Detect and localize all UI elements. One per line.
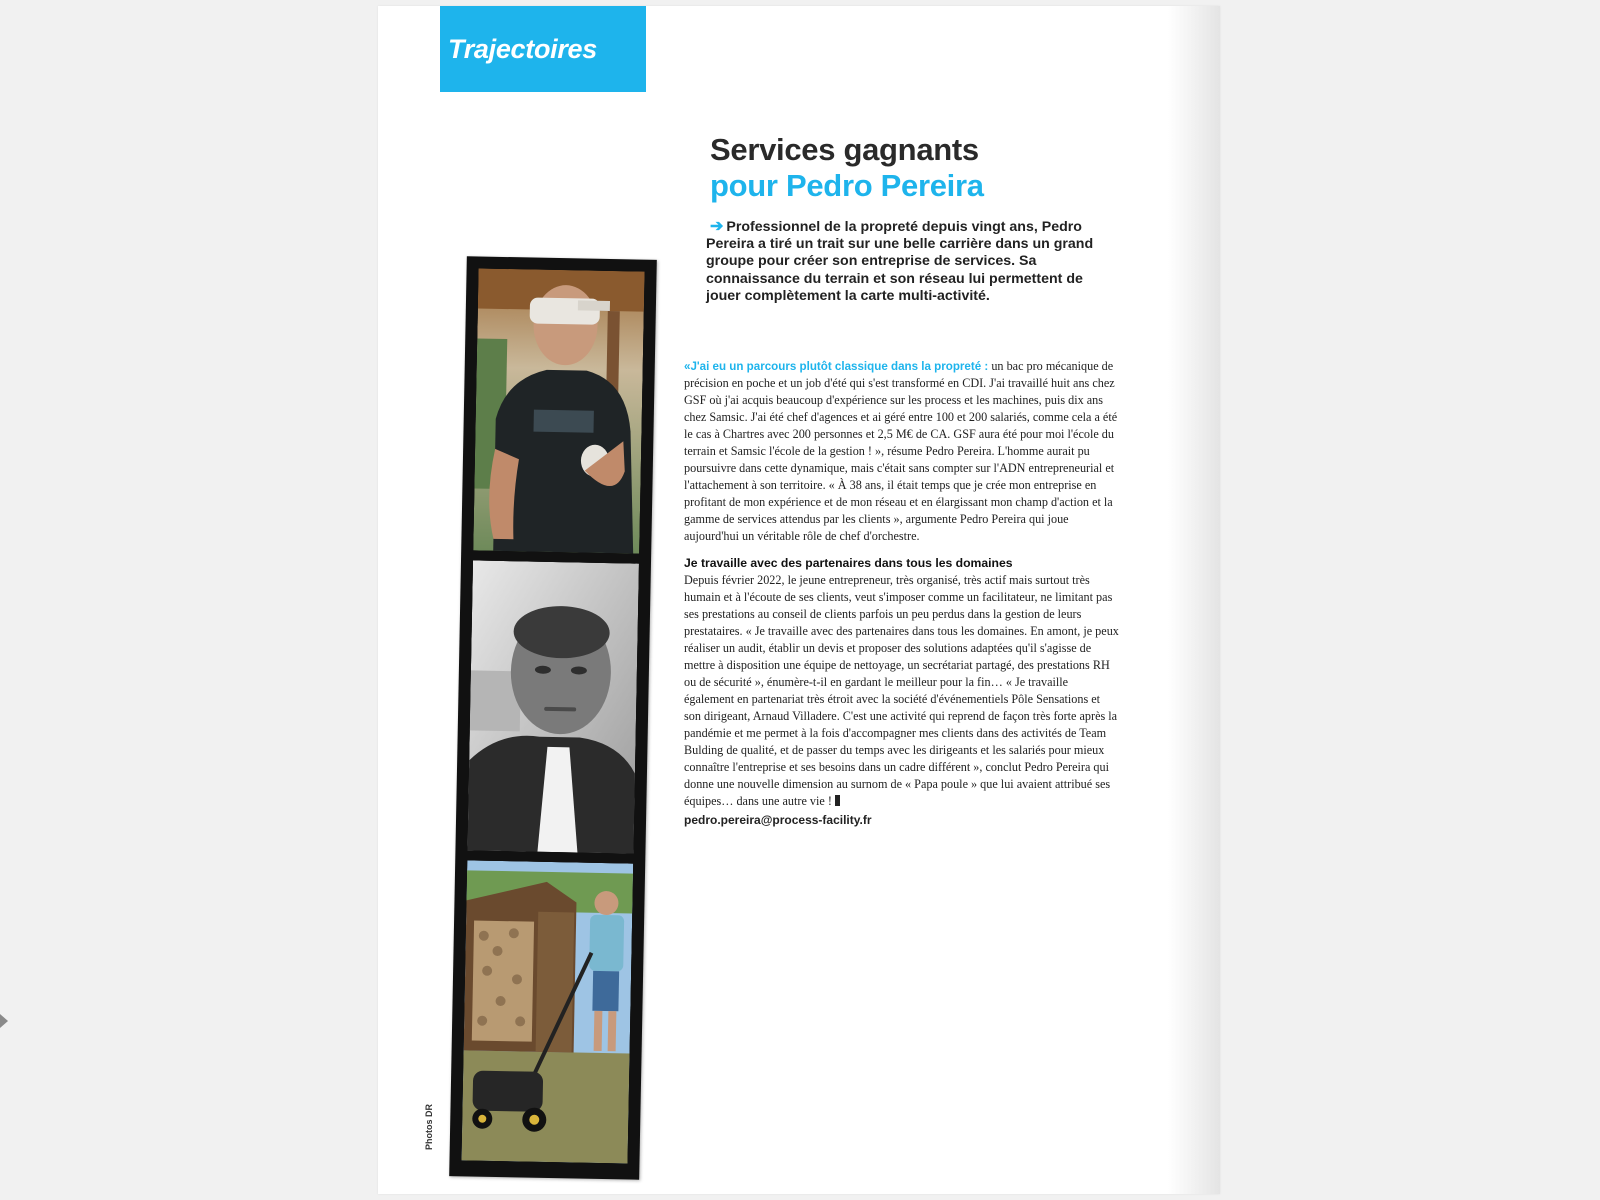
headline-line-1: Services gagnants <box>710 132 979 167</box>
rubric-label: Trajectoires <box>448 33 597 64</box>
page-fold-shadow <box>1168 6 1220 1194</box>
photo-portrait <box>467 560 639 853</box>
photo-filmstrip <box>449 256 657 1179</box>
headline-line-2: pour Pedro Pereira <box>710 168 984 203</box>
arrow-right-icon: ➔ <box>710 218 724 235</box>
article-headline <box>710 132 1150 204</box>
article-intro <box>706 218 1116 305</box>
previous-page-arrow-icon[interactable] <box>0 1014 8 1028</box>
magazine-page <box>378 6 1220 1194</box>
contact-email[interactable]: pedro.pereira@process-facility.fr <box>684 813 872 827</box>
end-mark-icon <box>835 795 840 806</box>
lead-quote: «J'ai eu un parcours plutôt classique dans la propreté : <box>684 360 989 373</box>
paragraph-1-text: un bac pro mécanique de précision en poche et un job d'été qui s'est transformé en CDI. J'ai travaillé huit ans chez GSF où j'ai acquis beaucoup d'expérience sur les process et les machines, puis dix ans chez Samsic. J'ai été chef d'agences et ai géré entre 100 et 200 salariés, comme cela a été le cas à Chartres avec 200 personnes et 2,5 M€ de CA. GSF aura été pour moi l'école du terrain et Samsic l'école de la gestion ! », résume Pedro Pereira. L'homme aurait pu poursuivre dans cette dynamique, mais c'était sans compter sur l'ADN entrepreneurial et l'attachement à son territoire. « À 38 ans, il était temps que je crée mon entreprise en profitant de mon expérience et de mon réseau et en élargissant mon champ d'action et la gamme de services attendus par les clients », argumente Pedro Pereira qui joue aujourd'hui un véritable rôle de chef d'orchestre. <box>684 359 1118 543</box>
photo-lawnmower <box>461 860 633 1163</box>
body-subheading: Je travaille avec des partenaires dans tous les domaines <box>684 556 1013 570</box>
photo-vr-headset <box>473 268 644 553</box>
body-paragraph-2 <box>684 572 1120 810</box>
article-body <box>684 358 1120 829</box>
body-paragraph-1 <box>684 358 1120 545</box>
intro-text: Professionnel de la propreté depuis vingt ans, Pedro Pereira a tiré un trait sur une belle carrière dans un grand groupe pour créer son entreprise de services. Sa connaissance du terrain et son réseau lui permettent de jouer complètement la carte multi-activité. <box>706 219 1094 304</box>
paragraph-2-text: Depuis février 2022, le jeune entrepreneur, très organisé, très actif mais surtout très humain et à l'écoute de ses clients, veut s'imposer comme un facilitateur, ne limitant pas ses prestations au conseil de clients parfois un peu perdus dans la gestion de leurs prestataires. « Je travaille avec des partenaires dans tous les domaines. En amont, je peux réaliser un audit, établir un devis et proposer des solutions adaptées qu'il s'agisse de mettre à disposition une équipe de nettoyage, un secrétariat partagé, des prestations RH ou de sécurité », énumère-t-il en gardant le meilleur pour la fin… « Je travaille également en partenariat très étroit avec la société d'événementiels Pôle Sensations et son dirigeant, Arnaud Villadere. C'est une activité qui reprend de façon très forte après la pandémie et me permet à la fois d'accompagner mes clients dans des activités de Team Bulding de qualité, et de passer du temps avec les dirigeants et les salariés pour mieux connaître l'entreprise et ses besoins dans un cadre différent », conclut Pedro Pereira qui donne une nouvelle dimension au surnom de « Papa poule » que lui avaient attribué ses équipes… dans une autre vie ! <box>684 573 1119 808</box>
section-rubric <box>440 6 646 92</box>
photo-credit: Photos DR <box>424 1104 434 1150</box>
